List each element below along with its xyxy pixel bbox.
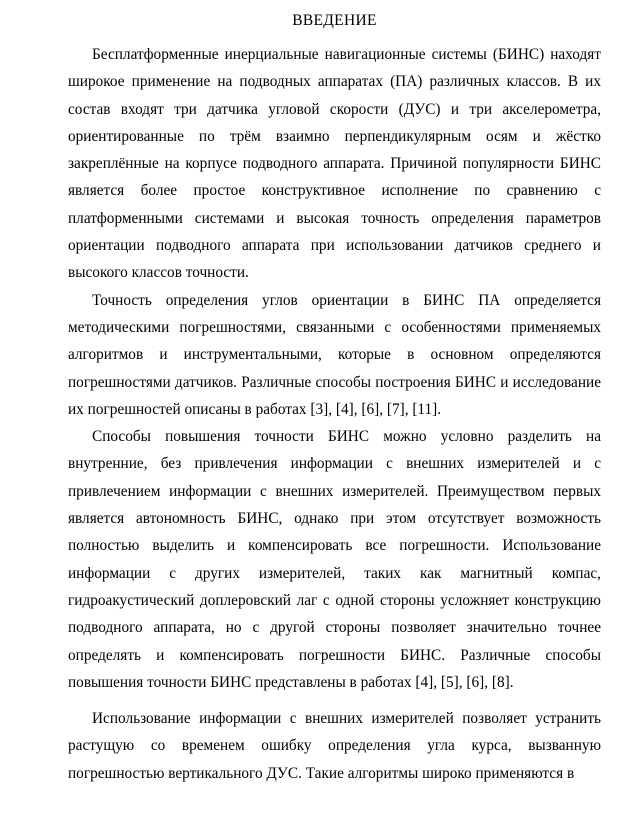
- paragraph-4: Использование информации с внешних измерителей позволяет устранить растущую со временем ошибку определения угла курса, вызванную погрешностью вертикального ДУС. Такие алгоритмы широко применяются в: [68, 710, 601, 782]
- paragraph-1: Бесплатформенные инерциальные навигационные системы (БИНС) находят широкое применение на подводных аппаратах (ПА) различных классов. В их состав входят три датчика угловой скорости (ДУС) и три акселерометра, ориентированные по трём взаимно перпендикулярным осям и жёстко закреплённые на корпусе подводного аппарата. Причиной популярности БИНС является более простое конструктивное исполнение по сравнению с платформенными системами и высокая точность определения параметров ориентации подводного аппарата при использовании датчиков среднего и высокого классов точности.: [68, 46, 601, 282]
- paragraph-2: Точность определения углов ориентации в БИНС ПА определяется методическими погрешностями, связанными с особенностями применяемых алгоритмов и инструментальными, которые в основном определяются погрешностями датчиков. Различные способы построения БИНС и исследование их погрешностей описаны в работах [3], [4], [6], [7], [11].: [68, 291, 601, 418]
- document-page: [68, 0, 601, 787]
- section-title: ВВЕДЕНИЕ: [292, 12, 377, 29]
- paragraph-3: Способы повышения точности БИНС можно условно разделить на внутренние, без привлечения информации с внешних измерителей и с привлечением информации с внешних измерителей. Преимуществом первых является автономность БИНС, однако при этом отсутствует возможность полностью выделить и компенсировать все погрешности. Использование информации с других измерителей, таких как магнитный компас, гидроакустический доплеровский лаг с одной стороны усложняет конструкцию подводного аппарата, но с другой стороны позволяет значительно точнее определять и компенсировать погрешности БИНС. Различные способы повышения точности БИНС представлены в работах [4], [5], [6], [8].: [68, 428, 601, 691]
